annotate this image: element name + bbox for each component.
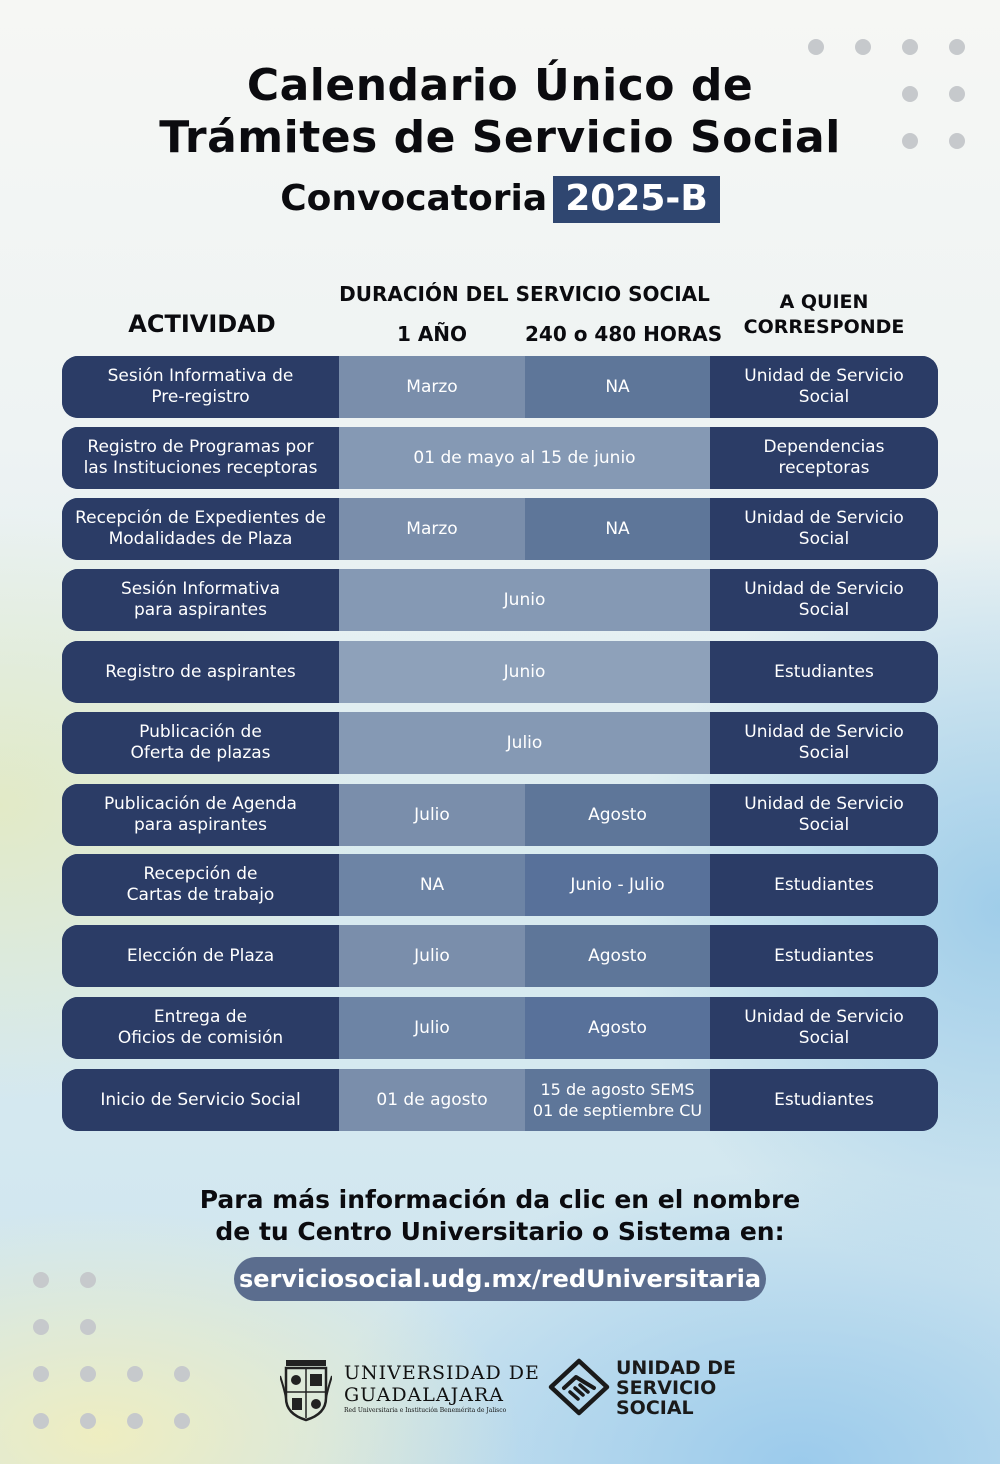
header-a-quien: A QUIEN CORRESPONDE [743,291,905,338]
decorative-dot [127,1413,143,1429]
uss-line1: UNIDAD DE [616,1357,737,1379]
decorative-dot [127,1366,143,1382]
table-row [62,854,938,916]
handshake-icon [548,1358,610,1416]
decorative-dot [174,1366,190,1382]
cell-actividad: Recepción de Cartas de trabajo [62,854,339,916]
decorative-dot [855,39,871,55]
cell-horas: 15 de agosto SEMS 01 de septiembre CU [525,1069,710,1131]
cell-horas: NA [525,356,710,418]
red-universitaria-link[interactable]: serviciosocial.udg.mx/redUniversitaria [234,1257,766,1301]
cell-actividad: Publicación de Oferta de plazas [62,712,339,774]
table-row [62,569,938,631]
cell-1-anio: Marzo [339,498,525,560]
table-row [62,1069,938,1131]
cell-1-anio: NA [339,854,525,916]
cell-horas: Junio - Julio [525,854,710,916]
table-row [62,784,938,846]
cell-duracion-span: Julio [339,712,710,774]
cell-1-anio: Julio [339,784,525,846]
cell-1-anio: Julio [339,997,525,1059]
page-title-line1: Calendario Único de [246,60,754,111]
cell-actividad: Sesión Informativa de Pre-registro [62,356,339,418]
cell-horas: Agosto [525,784,710,846]
cell-a-quien: Unidad de Servicio Social [710,356,938,418]
udg-line1: UNIVERSIDAD DE [344,1362,540,1384]
cell-actividad: Entrega de Oficios de comisión [62,997,339,1059]
cell-actividad: Inicio de Servicio Social [62,1069,339,1131]
cell-actividad: Registro de Programas por las Instituciones receptoras [62,427,339,489]
uss-line3: SOCIAL [616,1397,694,1419]
udg-tagline: Red Universitaria e Institución Benemérita de Jalisco [344,1407,507,1414]
table-row [62,498,938,560]
decorative-dot [33,1413,49,1429]
decorative-dot [80,1319,96,1335]
decorative-dot [902,39,918,55]
cell-1-anio: Julio [339,925,525,987]
decorative-dot [174,1413,190,1429]
cell-a-quien: Unidad de Servicio Social [710,784,938,846]
decorative-dot [33,1366,49,1382]
more-info-text [0,1184,1000,1248]
cell-actividad: Sesión Informativa para aspirantes [62,569,339,631]
cell-actividad: Registro de aspirantes [62,641,339,703]
more-info-line1: Para más información da clic en el nombre [199,1185,801,1214]
table-row [62,356,938,418]
table-row [62,712,938,774]
header-1-anio: 1 AÑO [396,322,468,346]
uss-line2: SERVICIO [616,1377,717,1399]
cell-horas: Agosto [525,997,710,1059]
table-row [62,427,938,489]
more-info-line2: de tu Centro Universitario o Sistema en: [215,1217,785,1246]
udg-line2: GUADALAJARA [344,1384,504,1406]
udg-wordmark [344,1362,540,1416]
cell-duracion-span: Junio [339,569,710,631]
table-row [62,641,938,703]
uss-wordmark [616,1358,736,1418]
decorative-dot [80,1272,96,1288]
decorative-dot [808,39,824,55]
cell-a-quien: Estudiantes [710,1069,938,1131]
header-horas: 240 o 480 HORAS [525,322,723,346]
cell-actividad: Elección de Plaza [62,925,339,987]
header-actividad: ACTIVIDAD [128,310,276,338]
cell-1-anio: Marzo [339,356,525,418]
convocatoria-label: Convocatoria [280,178,548,219]
decorative-dot [33,1272,49,1288]
decorative-dot [33,1319,49,1335]
table-row [62,925,938,987]
page-title-line2: Trámites de Servicio Social [159,112,841,163]
convocatoria-period-badge: 2025-B [553,176,720,223]
cell-a-quien: Unidad de Servicio Social [710,997,938,1059]
cell-1-anio: 01 de agosto [339,1069,525,1131]
cell-horas: NA [525,498,710,560]
cell-actividad: Recepción de Expedientes de Modalidades de Plaza [62,498,339,560]
cell-a-quien: Dependencias receptoras [710,427,938,489]
cell-a-quien: Estudiantes [710,854,938,916]
cell-horas: Agosto [525,925,710,987]
cell-a-quien: Unidad de Servicio Social [710,569,938,631]
cell-duracion-span: 01 de mayo al 15 de junio [339,427,710,489]
cell-a-quien: Estudiantes [710,925,938,987]
header-duracion: DURACIÓN DEL SERVICIO SOCIAL [339,282,710,306]
udg-seal-icon [280,1358,332,1422]
table-row [62,997,938,1059]
decorative-dot [949,39,965,55]
decorative-dot [80,1366,96,1382]
decorative-dot [80,1413,96,1429]
cell-a-quien: Estudiantes [710,641,938,703]
cell-a-quien: Unidad de Servicio Social [710,712,938,774]
cell-a-quien: Unidad de Servicio Social [710,498,938,560]
convocatoria [0,176,1000,223]
cell-actividad: Publicación de Agenda para aspirantes [62,784,339,846]
cell-duracion-span: Junio [339,641,710,703]
